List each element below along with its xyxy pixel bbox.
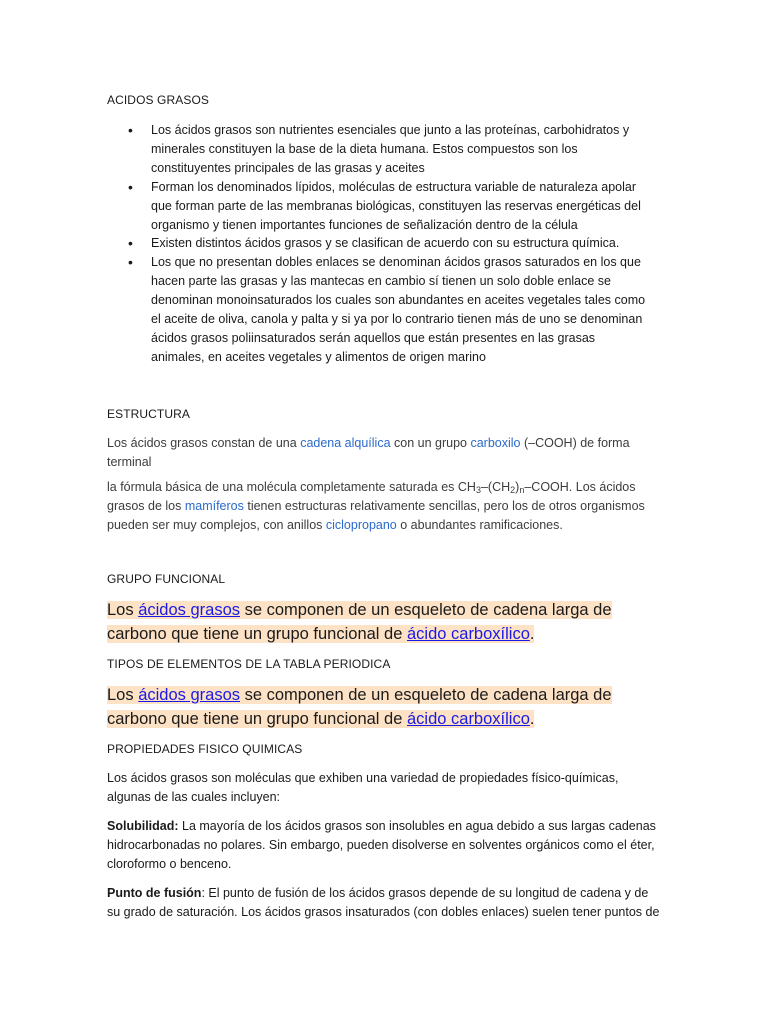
text-run: tienen estructuras relativamente sencillas, pero los de otros organismos pueden ser muy complejos, con anillos xyxy=(107,499,645,532)
text-run: Los ácidos grasos constan de una xyxy=(107,436,301,450)
link-carboxilo[interactable]: carboxilo xyxy=(470,436,521,450)
text-run: se componen de un esqueleto de cadena larga de carbono que tiene un grupo funcional de xyxy=(107,686,612,728)
bullet-item: • Existen distintos ácidos grasos y se clasifican de acuerdo con su estructura química. xyxy=(107,234,647,253)
text-run: La mayoría de los ácidos grasos son insolubles en agua debido a sus largas cadenas hidrocarbonadas no polares. Sin embargo, pueden disolverse en solventes orgánicos como el éter, cloroformo o benceno. xyxy=(107,819,656,871)
text-run: –(CH xyxy=(480,480,511,494)
link-ciclopropano[interactable]: ciclopropano xyxy=(325,518,397,532)
bullet-item: • Los ácidos grasos son nutrientes esenciales que junto a las proteínas, carbohidratos y minerales constituyen la base de la dieta humana. Estos compuestos son los constituyentes principales de las grasas y aceites xyxy=(107,121,647,178)
highlight-run xyxy=(107,601,612,643)
link-acido-carboxilico[interactable]: ácido carboxílico xyxy=(406,710,530,728)
text-run: con un grupo xyxy=(390,436,471,450)
link-acidos-grasos[interactable]: ácidos grasos xyxy=(138,686,240,704)
estructura-paragraph-1 xyxy=(107,434,667,472)
subscript: n xyxy=(519,485,525,495)
punto-fusion-paragraph xyxy=(107,884,662,922)
subscript: 3 xyxy=(475,485,481,495)
text-run: la fórmula básica de una molécula completamente saturada es CH xyxy=(107,480,476,494)
bullet-item: • Los que no presentan dobles enlaces se denominan ácidos grasos saturados en los que hacen parte las grasas y las mantecas en cambio sí tienen un solo doble enlace se denominan monoinsaturados los cuales son abundantes en aceites vegetales tales como el aceite de oliva, canola y palta y si ya por lo contrario tienen más de uno se denominan ácidos grasos poliinsaturados serán aquellos que están presentes en las grasas animales, en aceites vegetales y alimentos de origen marino xyxy=(107,253,647,366)
punto-fusion-label: Punto de fusión xyxy=(107,886,202,900)
text-run: Los xyxy=(107,601,139,619)
highlight-paragraph-1 xyxy=(107,598,667,646)
heading-grupo-funcional: GRUPO FUNCIONAL xyxy=(107,572,226,586)
heading-propiedades: PROPIEDADES FISICO QUIMICAS xyxy=(107,742,303,756)
link-cadena-alquilica[interactable]: cadena alquílica xyxy=(300,436,391,450)
text-run: (–COOH) de forma terminal xyxy=(107,436,630,469)
link-acidos-grasos[interactable]: ácidos grasos xyxy=(138,601,240,619)
subscript: 2 xyxy=(510,485,516,495)
propiedades-intro: Los ácidos grasos son moléculas que exhiben una variedad de propiedades físico-químicas, algunas de las cuales incluyen: xyxy=(107,771,619,804)
solubilidad-paragraph xyxy=(107,817,662,874)
link-mamiferos[interactable]: mamíferos xyxy=(184,499,244,513)
solubilidad-label: Solubilidad: xyxy=(107,819,179,833)
heading-tipos-elementos: TIPOS DE ELEMENTOS DE LA TABLA PERIODICA xyxy=(107,657,391,671)
text-run: : El punto de fusión de los ácidos grasos depende de su longitud de cadena y de su grado de saturación. Los ácidos grasos insaturados (con dobles enlaces) suelen tener puntos de xyxy=(107,886,660,919)
text-run: . xyxy=(529,710,535,728)
text-run: o abundantes ramificaciones. xyxy=(396,518,563,532)
text-run: se componen de un esqueleto de cadena larga de carbono que tiene un grupo funcional de xyxy=(107,601,612,643)
bullet-list xyxy=(107,121,647,367)
text-run: ) xyxy=(515,480,520,494)
heading-estructura: ESTRUCTURA xyxy=(107,407,191,421)
heading-acidos-grasos: ACIDOS GRASOS xyxy=(107,93,209,107)
highlight-run xyxy=(107,686,612,728)
highlight-paragraph-2 xyxy=(107,683,667,731)
text-run: –COOH. Los ácidos grasos de los xyxy=(107,480,636,513)
estructura-paragraph-2 xyxy=(107,478,667,535)
text-run: . xyxy=(529,625,535,643)
link-acido-carboxilico[interactable]: ácido carboxílico xyxy=(406,625,530,643)
text-run: Los xyxy=(107,686,139,704)
bullet-item: • Forman los denominados lípidos, moléculas de estructura variable de naturaleza apolar que forman parte de las membranas biológicas, constituyen las reservas energéticas del organismo y tienen importantes funciones de señalización dentro de la célula xyxy=(107,178,647,235)
